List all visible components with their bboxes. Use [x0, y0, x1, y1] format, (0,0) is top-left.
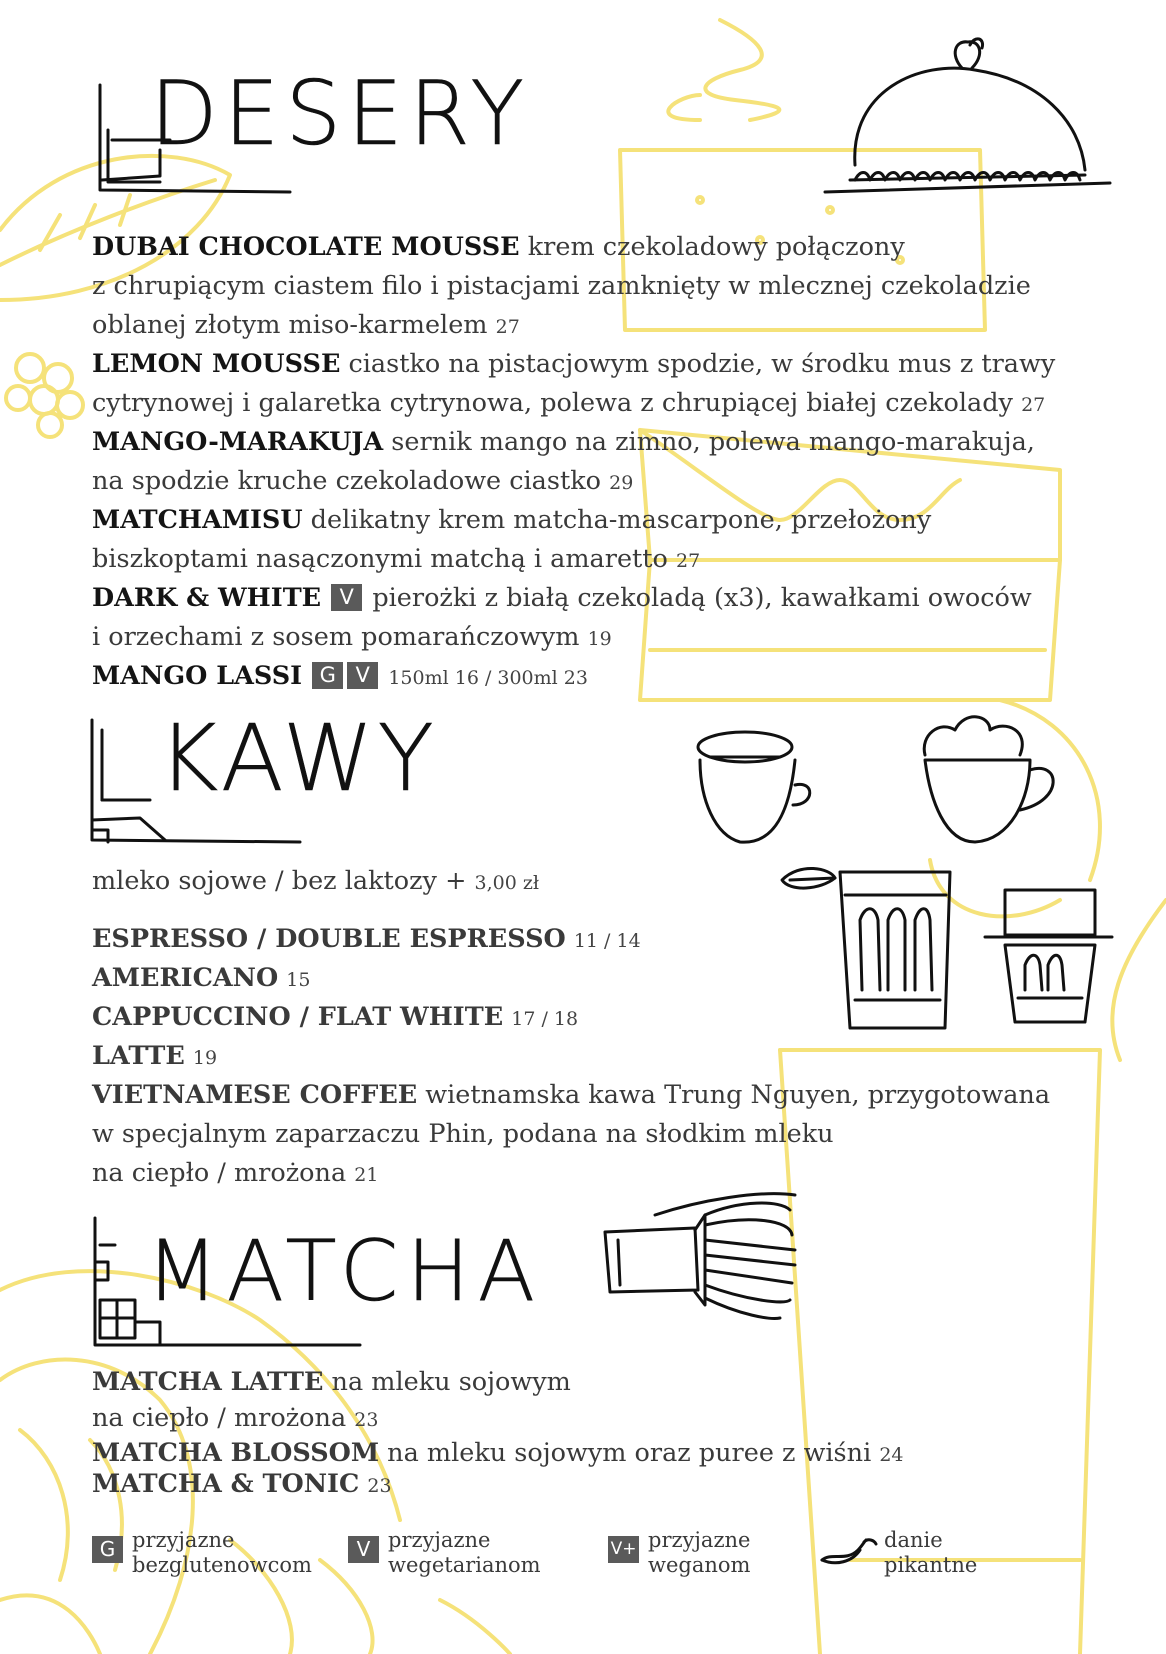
- coffee-description: wietnamska kawa Trung Nguyen, przygotowana: [417, 1080, 1051, 1110]
- legend-label: pikantne: [884, 1553, 978, 1577]
- coffee-name: CAPPUCCINO / FLAT WHITE: [92, 1002, 504, 1032]
- coffee-price: 11 / 14: [573, 930, 641, 952]
- dessert-price: 19: [587, 628, 612, 650]
- dessert-description: ciastko na pistacjowym spodzie, w środku mus z trawy: [340, 349, 1056, 379]
- dessert-name: MANGO-MARAKUJA: [92, 427, 384, 457]
- legend-label: przyjazne: [132, 1528, 235, 1552]
- vegetarian-badge: V: [348, 1536, 379, 1563]
- dessert-name: MATCHAMISU: [92, 505, 303, 535]
- matcha-description: na mleku sojowym oraz puree z wiśni: [379, 1438, 872, 1468]
- coffee-price: 21: [354, 1164, 379, 1186]
- dessert-name: DUBAI CHOCOLATE MOUSSE: [92, 232, 520, 262]
- coffee-description: na ciepło / mrożona: [92, 1158, 347, 1188]
- vegan-badge: V+: [608, 1536, 639, 1563]
- dessert-price: 29: [609, 472, 634, 494]
- coffee-price: 15: [286, 969, 311, 991]
- dessert-description: cytrynowej i galaretka cytrynowa, polewa z chrupiącej białej czekolady: [92, 388, 1013, 418]
- vegetarian-badge: V: [331, 584, 362, 611]
- legend-label: bezglutenowcom: [132, 1553, 312, 1577]
- legend-label: wegetarianom: [388, 1553, 541, 1577]
- vegetarian-badge: V: [347, 662, 378, 689]
- dessert-name: MANGO LASSI: [92, 661, 303, 691]
- section-title-kawy: KAWY: [158, 705, 438, 812]
- dessert-description: krem czekoladowy połączony: [519, 232, 905, 262]
- dessert-price: 27: [495, 316, 520, 338]
- dessert-description: delikatny krem matcha-mascarpone, przełożony: [302, 505, 932, 535]
- dessert-price: 27: [676, 550, 701, 572]
- dessert-price: 27: [1021, 394, 1046, 416]
- legend-label: przyjazne: [388, 1528, 491, 1552]
- dessert-description: pierożki z białą czekoladą (x3), kawałkami owoców: [364, 583, 1032, 613]
- gluten-free-badge: G: [312, 662, 343, 689]
- cappuccino-cup-icon: [924, 717, 1053, 842]
- gluten-free-badge: G: [92, 1536, 123, 1563]
- matcha-frame-decoration: [95, 1218, 360, 1345]
- legend-label: weganom: [648, 1553, 751, 1577]
- coffee-name: AMERICANO: [92, 963, 279, 993]
- desery-frame-decoration: [100, 85, 290, 192]
- matcha-description: na mleku sojowym: [323, 1367, 571, 1397]
- coffee-name: LATTE: [92, 1041, 185, 1071]
- dessert-description: na spodzie kruche czekoladowe ciastko: [92, 466, 602, 496]
- matcha-description: na ciepło / mrożona: [92, 1403, 347, 1433]
- dessert-price: 150ml 16 / 300ml 23: [388, 667, 588, 689]
- matcha-price: 24: [879, 1444, 904, 1466]
- dessert-name: LEMON MOUSSE: [92, 349, 341, 379]
- dessert-name: DARK & WHITE: [92, 583, 322, 613]
- coffee-name: VIETNAMESE COFFEE: [92, 1080, 418, 1110]
- matcha-name: MATCHA LATTE: [92, 1367, 324, 1397]
- matcha-price: 23: [354, 1409, 379, 1431]
- matcha-name: MATCHA & TONIC: [92, 1469, 360, 1499]
- legend-label: przyjazne: [648, 1528, 751, 1552]
- coffee-price: 19: [192, 1047, 218, 1069]
- legend-label: danie: [884, 1528, 943, 1552]
- latte-glass-icon: [782, 868, 950, 1028]
- coffee-price: 17 / 18: [511, 1008, 579, 1030]
- section-title-matcha: MATCHA: [146, 1222, 544, 1320]
- kawy-frame-decoration: [92, 720, 300, 842]
- matcha-price: 23: [367, 1475, 392, 1497]
- cloche-icon: [825, 39, 1110, 192]
- section-title-desery: DESERY: [150, 62, 531, 165]
- dessert-description: oblanej złotym miso-karmelem: [92, 310, 488, 340]
- matcha-whisk-icon: [605, 1194, 795, 1319]
- matcha-name: MATCHA BLOSSOM: [92, 1438, 380, 1468]
- phin-filter-icon: [985, 890, 1112, 1022]
- dessert-description: z chrupiącym ciastem filo i pistacjami zamknięty w mlecznej czekoladzie: [92, 271, 1031, 301]
- coffee-name: ESPRESSO / DOUBLE ESPRESSO: [92, 924, 566, 954]
- note-text: mleko sojowe / bez laktozy +: [92, 866, 467, 896]
- dessert-description: i orzechami z sosem pomarańczowym: [92, 622, 580, 652]
- dessert-description: sernik mango na zimno, polewa mango-marakuja,: [383, 427, 1035, 457]
- note-price: 3,00 zł: [474, 872, 540, 894]
- coffee-description: w specjalnym zaparzaczu Phin, podana na słodkim mleku: [92, 1119, 834, 1149]
- coffee-cup-icon: [698, 732, 810, 842]
- dessert-description: biszkoptami nasączonymi matchą i amaretto: [92, 544, 668, 574]
